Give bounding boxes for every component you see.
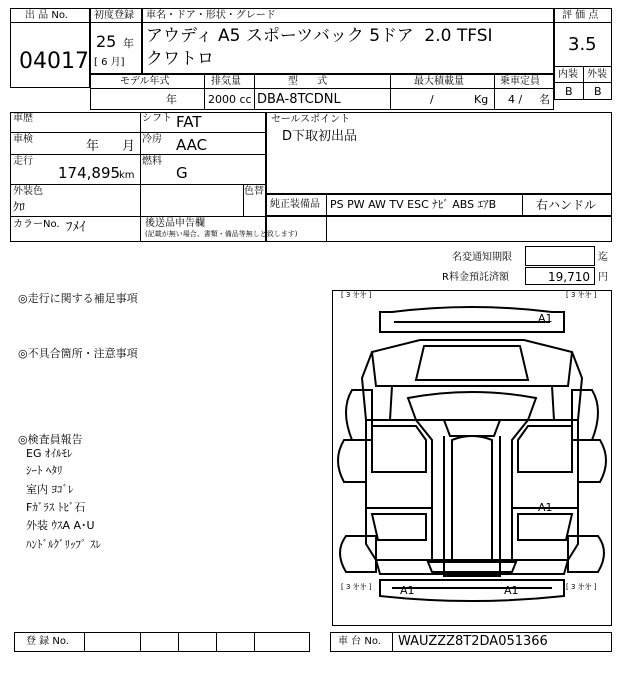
inspection-month-unit: 月 — [122, 139, 136, 154]
driving-remarks-title: ◎走行に関する補足事項 — [18, 292, 138, 305]
type-label: 型 式 — [288, 76, 328, 87]
exterior-label: 外装 — [587, 69, 607, 80]
mileage-label: 走行 — [13, 156, 33, 167]
color-no-label: カラーNo. — [13, 219, 60, 230]
recycle-label: R料金預託済額 — [442, 272, 509, 283]
capacity-label: 乗車定員 — [500, 76, 540, 87]
max-load-label: 最大積載量 — [414, 76, 464, 87]
score-label: 評 価 点 — [562, 10, 599, 21]
type-value: DBA-8TCDNL — [257, 92, 341, 107]
damage-mark-side: A1 — [538, 501, 553, 514]
inspection-year-unit: 年 — [86, 139, 100, 154]
max-load-value: / — [430, 93, 434, 106]
inspector-line-4: Fｶﾞﾗｽ ﾄﾋﾞ石 — [26, 501, 86, 514]
deadline-box — [525, 246, 595, 266]
color-no-value: ﾌﾒｲ — [66, 220, 86, 235]
registration-number-label: 登 録 No. — [26, 636, 69, 647]
inspector-line-1: EG ｵｲﾙﾓﾚ — [26, 447, 73, 460]
sales-point-label: セールスポイント — [271, 114, 351, 125]
deadline-label: 名変通知期限 — [452, 252, 512, 263]
ac-value: AAC — [176, 136, 208, 154]
chassis-number-label: 車 台 No. — [338, 636, 381, 647]
steering-value: 右ハンドル — [536, 198, 597, 212]
deadline-unit: 迄 — [598, 252, 608, 263]
lot-number-label: 出 品 No. — [25, 10, 68, 21]
interior-label: 内装 — [558, 69, 578, 80]
capacity-unit: 名 — [539, 93, 550, 106]
corner-label-bottom-right: [ 3 㐧㐧 ] — [566, 583, 597, 591]
first-registration-year: 25 — [96, 32, 117, 51]
color-change-label: 色替 — [244, 186, 264, 197]
exterior-color-value: ｸﾛ — [13, 200, 26, 214]
history-label: 車歴 — [13, 113, 33, 124]
car-name-line2: クワトロ — [146, 49, 214, 69]
first-registration-month: [ 6 月] — [94, 57, 125, 68]
damage-mark-front: A1 — [538, 312, 553, 325]
equipment-extra-box — [266, 216, 612, 242]
interior-grade: B — [565, 85, 573, 98]
displacement-label: 排気量 — [211, 76, 241, 87]
inspector-title: ◎検査員報告 — [18, 433, 83, 446]
damage-mark-rear-left: A1 — [400, 584, 415, 597]
fuel-label: 燃料 — [142, 156, 162, 167]
postfit-label: 後送品申告欄 — [145, 218, 205, 229]
score-value: 3.5 — [568, 34, 597, 55]
equipment-label: 純正装備品 — [270, 199, 320, 210]
model-year-label: モデル年式 — [120, 76, 170, 87]
sales-point-value: D下取初出品 — [282, 129, 358, 144]
corner-label-bottom-left: [ 3 㐧㐧 ] — [341, 583, 372, 591]
exterior-color-label: 外装色 — [13, 186, 43, 197]
chassis-number-value: WAUZZZ8T2DA051366 — [398, 634, 548, 649]
recycle-value: 19,710 — [548, 270, 590, 284]
mileage-value: 174,895 — [58, 164, 121, 182]
damage-mark-rear-right: A1 — [504, 584, 519, 597]
mileage-unit: km — [119, 170, 135, 181]
inspector-line-3: 室内 ﾖｺﾞﾚ — [26, 483, 74, 496]
lot-number: 04017 — [19, 49, 89, 74]
capacity-value: 4 / — [508, 93, 523, 106]
model-year-unit: 年 — [166, 93, 177, 106]
ac-label: 冷房 — [142, 134, 162, 145]
exterior-grade: B — [594, 85, 602, 98]
displacement-value: 2000 cc — [208, 93, 252, 106]
corner-label-top-right: [ 3 㐧㐧 ] — [566, 291, 597, 299]
equipment-value: PS PW AW TV ESC ﾅﾋﾞ ABS ｴｱB — [330, 198, 497, 211]
inspection-label: 車検 — [13, 134, 33, 145]
defects-title: ◎不具合箇所・注意事項 — [18, 347, 138, 360]
car-name-label: 車名・ドア・形状・グレード — [146, 10, 276, 21]
postfit-note: (記載が無い場合、書類・備品等無しと致します) — [145, 230, 298, 238]
inspector-line-5: 外装 ｳｽA A･U — [26, 519, 95, 532]
fuel-value: G — [176, 164, 188, 182]
shift-value: FAT — [176, 113, 202, 131]
inspector-line-6: ﾊﾝﾄﾞﾙｸﾞﾘｯﾌﾟ ｽﾚ — [26, 538, 101, 551]
shift-label: シフト — [142, 113, 172, 124]
car-outline-diagram — [332, 290, 612, 626]
corner-label-top-left: [ 3 㐧㐧 ] — [341, 291, 372, 299]
car-name-line1: アウディ A5 スポーツバック 5ドア 2.0 TFSI — [146, 26, 493, 46]
inspector-line-2: ｼｰﾄ ﾍﾀﾘ — [26, 464, 63, 477]
first-registration-year-unit: 年 — [123, 37, 134, 50]
max-load-unit: Kg — [474, 93, 489, 106]
first-registration-label: 初度登録 — [94, 10, 134, 21]
recycle-unit: 円 — [598, 272, 608, 283]
